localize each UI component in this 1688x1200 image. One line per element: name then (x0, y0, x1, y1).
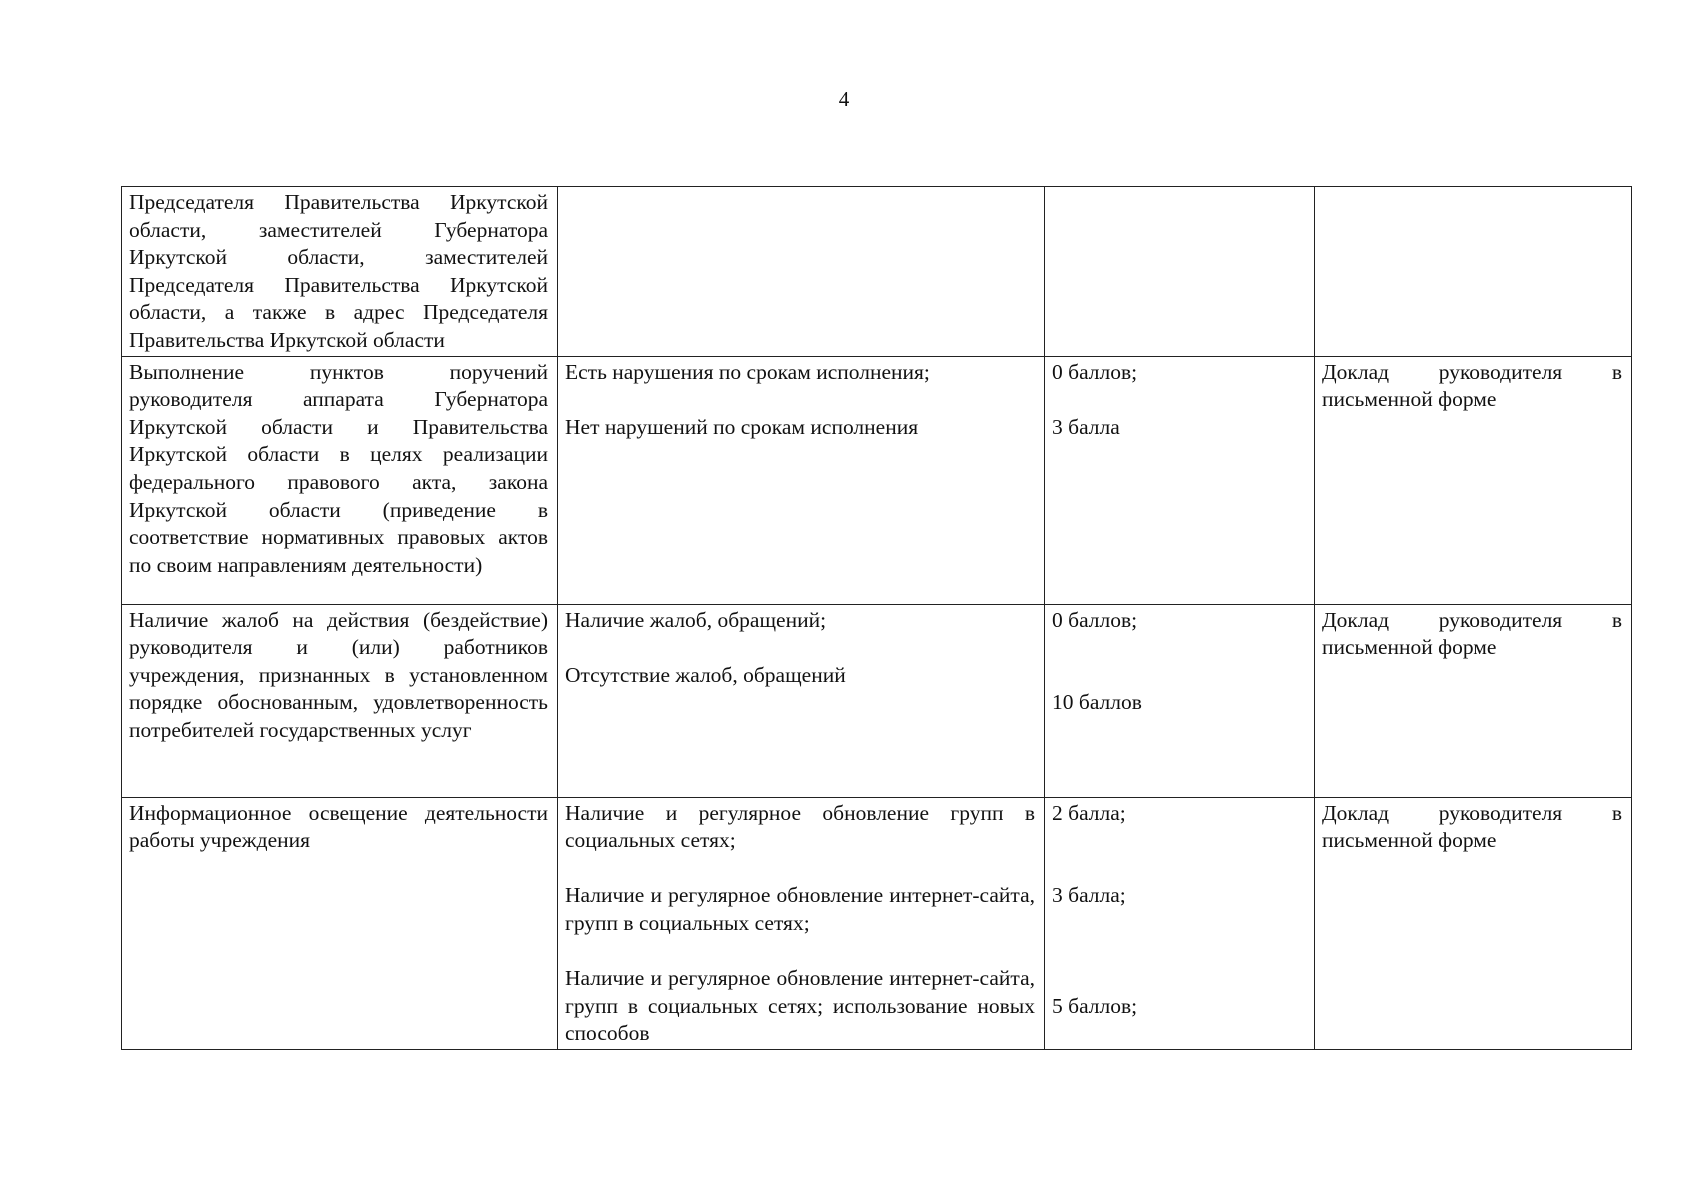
source-cell (1315, 356, 1632, 604)
score-text: 0 баллов; (1052, 359, 1138, 384)
criterion-text: Наличие жалоб на действия (бездействие) руководителя и (или) работников учреждения, признанных в установленном порядке обоснованным, удовлетворенность потребителей государственных услуг (129, 607, 548, 742)
conditions-cell (558, 797, 1045, 1049)
source-text: Доклад руководителя в письменной форме (1322, 800, 1622, 853)
source-text: Доклад руководителя в письменной форме (1322, 359, 1622, 412)
table-row (122, 604, 1632, 797)
table-row (122, 187, 1632, 357)
criterion-text: Выполнение пунктов поручений руководителя аппарата Губернатора Иркутской области и Правительства Иркутской области в целях реализации федерального правового акта, закона Иркутской области (приведение в соответствие нормативных правовых актов по своим направлениям деятельности) (129, 359, 548, 577)
score-text: 3 балла (1052, 414, 1120, 439)
source-text: Доклад руководителя в письменной форме (1322, 607, 1622, 660)
scores-cell (1045, 604, 1315, 797)
scores-cell (1045, 797, 1315, 1049)
criterion-text: Председателя Правительства Иркутской области, заместителей Губернатора Иркутской области, заместителей Председателя Правительства Иркутской области, а также в адрес Председателя Правительства Иркутской области (129, 190, 548, 352)
condition-text: Наличие и регулярное обновление групп в социальных сетях; (565, 800, 1035, 853)
criterion-cell (122, 187, 558, 357)
condition-text: Наличие и регулярное обновление интернет-сайта, групп в социальных сетях; (565, 883, 1035, 935)
condition-text: Нет нарушений по срокам исполнения (565, 414, 919, 439)
condition-text: Есть нарушения по срокам исполнения; (565, 359, 930, 384)
criterion-cell (122, 604, 558, 797)
criterion-cell (122, 797, 558, 1049)
conditions-cell (558, 356, 1045, 604)
scores-cell (1045, 187, 1315, 357)
source-cell (1315, 604, 1632, 797)
criteria-table (121, 186, 1632, 1050)
table-row (122, 356, 1632, 604)
score-text: 10 баллов (1052, 690, 1142, 715)
scores-cell (1045, 356, 1315, 604)
source-cell (1315, 797, 1632, 1049)
table-row (122, 797, 1632, 1049)
score-text: 0 баллов; (1052, 607, 1138, 632)
page-number: 4 (838, 87, 850, 111)
score-text: 5 баллов; (1052, 993, 1138, 1018)
conditions-cell (558, 604, 1045, 797)
score-text: 3 балла; (1052, 883, 1126, 908)
criterion-text: Информационное освещение деятельности работы учреждения (129, 800, 548, 853)
score-text: 2 балла; (1052, 800, 1126, 825)
condition-text: Отсутствие жалоб, обращений (565, 662, 846, 687)
condition-text: Наличие и регулярное обновление интернет-сайта, групп в социальных сетях; использование новых способов (565, 966, 1035, 1046)
conditions-cell (558, 187, 1045, 357)
condition-text: Наличие жалоб, обращений; (565, 607, 827, 632)
source-cell (1315, 187, 1632, 357)
criterion-cell (122, 356, 558, 604)
